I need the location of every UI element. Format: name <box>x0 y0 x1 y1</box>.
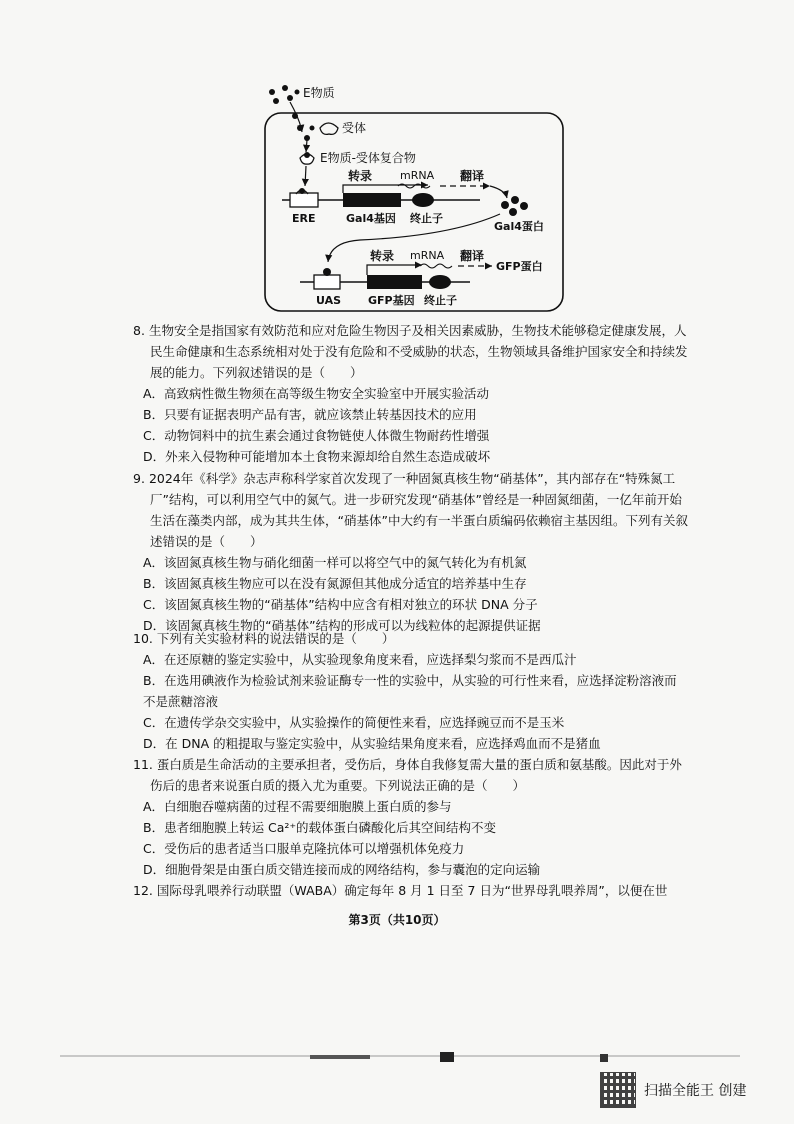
translation1-label: 翻译 <box>460 169 485 183</box>
scanner-stamp-text: 扫描全能王 创建 <box>644 1083 747 1099</box>
receptor-label: 受体 <box>342 121 367 135</box>
scan-artifact <box>60 1050 740 1066</box>
terminator1-label: 终止子 <box>410 212 443 225</box>
question-11 <box>133 754 688 880</box>
mrna1-label: mRNA <box>400 169 435 182</box>
complex-label: E物质-受体复合物 <box>320 151 416 165</box>
question-8 <box>133 320 688 467</box>
question-number: 12. <box>133 883 153 898</box>
terminator2-shape <box>429 275 451 289</box>
question-stem: 下列有关实验材料的说法错误的是（ ） <box>156 631 395 646</box>
uas-label: UAS <box>316 294 342 307</box>
gal4-gene-box <box>343 193 401 207</box>
mrna2-label: mRNA <box>410 249 445 262</box>
gal4-gene-label: Gal4基因 <box>346 212 396 225</box>
option-c: C．该固氮真核生物的“硝基体”结构中应含有相对独立的环状 DNA 分子 <box>143 597 538 612</box>
option-c: C．动物饲料中的抗生素会通过食物链使人体微生物耐药性增强 <box>143 428 490 443</box>
question-number: 9. <box>133 471 145 486</box>
option-c: C．在遗传学杂交实验中，从实验操作的简便性来看，应选择豌豆而不是玉米 <box>143 715 565 730</box>
option-a: A．在还原糖的鉴定实验中，从实验现象角度来看，应选择梨匀浆而不是西瓜汁 <box>143 652 577 667</box>
question-stem: 蛋白质是生命活动的主要承担者，受伤后，身体自我修复需大量的蛋白质和氨基酸。因此对于外伤后的患者来说蛋白质的摄入尤为重要。下列说法正确的是（ ） <box>150 757 682 793</box>
uas-box <box>314 275 340 289</box>
question-stem: 国际母乳喂养行动联盟（WABA）确定每年 8 月 1 日至 7 日为“世界母乳喂养周”，以便在世 <box>156 883 668 898</box>
gal4-protein-label: Gal4蛋白 <box>494 220 544 233</box>
option-c: C．受伤后的患者适当口服单克隆抗体可以增强机体免疫力 <box>143 841 465 856</box>
gfp-gene-label: GFP基因 <box>368 294 415 307</box>
question-number: 10. <box>133 631 153 646</box>
terminator2-label: 终止子 <box>424 294 457 307</box>
ere-box <box>290 193 318 207</box>
gene-expression-diagram <box>0 0 794 320</box>
option-a: A．高致病性微生物须在高等级生物安全实验室中开展实验活动 <box>143 386 490 401</box>
gfp-protein-label: GFP蛋白 <box>496 260 543 273</box>
translation2-label: 翻译 <box>460 249 485 263</box>
option-b: B．在选用碘液作为检验试剂来验证酶专一性的实验中，从实验的可行性来看，应选择淀粉溶液而不是蔗糖溶液 <box>143 673 677 709</box>
option-b: B．只要有证据表明产品有害，就应该禁止转基因技术的应用 <box>143 407 477 422</box>
gfp-gene-box <box>367 275 422 289</box>
question-9 <box>133 468 688 636</box>
question-stem: 2024年《科学》杂志声称科学家首次发现了一种固氮真核生物“硝基体”，其内部存在“特殊氮工厂”结构，可以利用空气中的氮气。进一步研究发现“硝基体”曾经是一种固氮细菌，一亿年前开始生活在藻类内部，成为其共生体，“硝基体”中大约有一半蛋白质编码依赖宿主基因组。下列有关叙述错误的是（ ） <box>148 471 688 549</box>
option-d: D．该固氮真核生物的“硝基体”结构的形成可以为线粒体的起源提供证据 <box>143 618 541 633</box>
question-number: 8. <box>133 323 145 338</box>
question-number: 11. <box>133 757 153 772</box>
question-10 <box>133 628 688 754</box>
page-footer: 第3页（共10页） <box>348 913 446 927</box>
scanner-stamp <box>600 1072 746 1108</box>
option-b: B．患者细胞膜上转运 Ca²⁺的载体蛋白磷酸化后其空间结构不变 <box>143 820 497 835</box>
terminator1-shape <box>412 193 434 207</box>
ere-label: ERE <box>292 212 316 225</box>
receptor-shape <box>320 123 338 134</box>
question-stem: 生物安全是指国家有效防范和应对危险生物因子及相关因素威胁，生物技术能够稳定健康发展，人民生命健康和生态系统相对处于没有危险和不受威胁的状态，生物领域具备维护国家安全和持续发展的能力。下列叙述错误的是（ ） <box>148 323 688 380</box>
option-a: A．白细胞吞噬病菌的过程不需要细胞膜上蛋白质的参与 <box>143 799 452 814</box>
e-substance-label: E物质 <box>303 86 335 100</box>
qr-code-icon <box>600 1072 636 1108</box>
option-b: B．该固氮真核生物应可以在没有氮源但其他成分适宜的培养基中生存 <box>143 576 527 591</box>
question-12 <box>133 880 688 901</box>
option-d: D．细胞骨架是由蛋白质交错连接而成的网络结构，参与囊泡的定向运输 <box>143 862 541 877</box>
option-a: A．该固氮真核生物与硝化细菌一样可以将空气中的氮气转化为有机氮 <box>143 555 527 570</box>
transcription1-label: 转录 <box>348 169 373 183</box>
gal4-protein-dots <box>501 196 528 216</box>
option-d: D．在 DNA 的粗提取与鉴定实验中，从实验结果角度来看，应选择鸡血而不是猪血 <box>143 736 601 751</box>
option-d: D．外来入侵物种可能增加本土食物来源却给自然生态造成破坏 <box>143 449 491 464</box>
transcription2-label: 转录 <box>370 249 395 263</box>
